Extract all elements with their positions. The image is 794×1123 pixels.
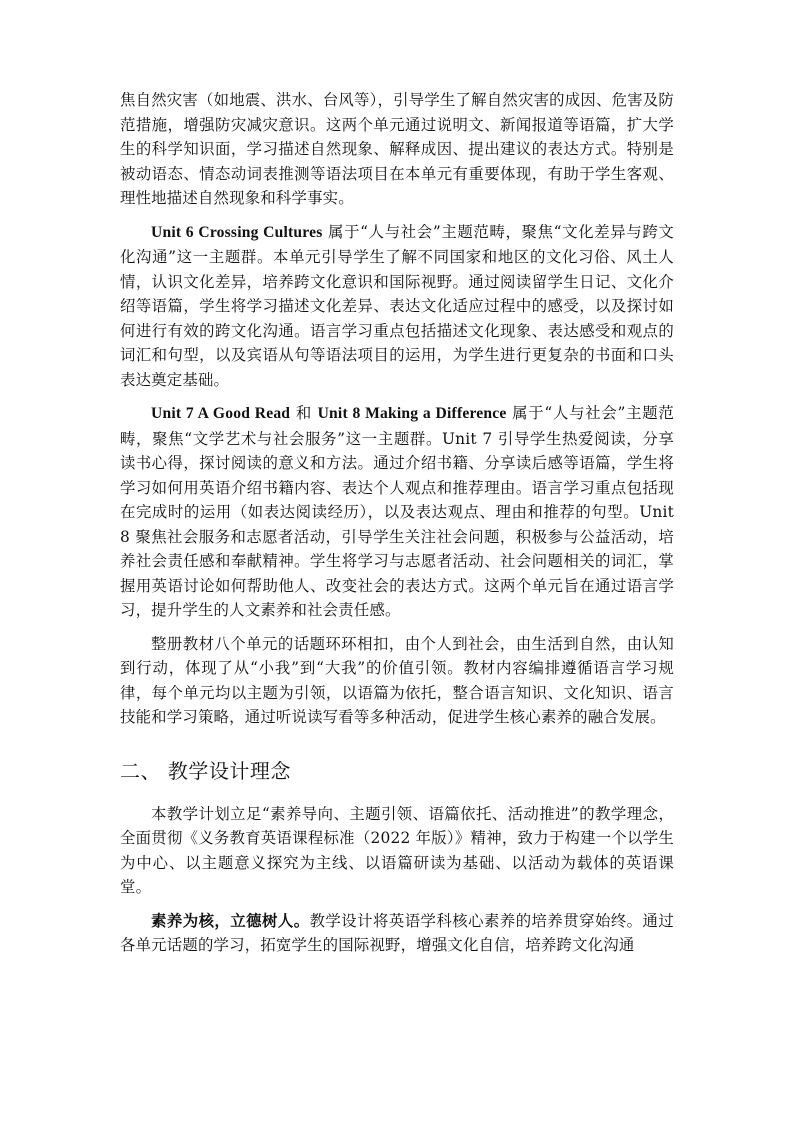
core-literacy-body: 教学设计将英语学科核心素养的培养贯穿始终。通过各单元话题的学习，拓宽学生的国际视野，增强文化自信，培养跨文化沟通: [120, 911, 674, 954]
unit-6-title: Unit 6 Crossing Cultures: [151, 223, 323, 241]
unit-6-body: 属于“人与社会”主题范畴，聚焦“文化差异与跨文化沟通”这一主题群。本单元引导学生了解不同国家和地区的文化习俗、风土人情，认识文化差异，培养跨文化意识和国际视野。通过阅读留学生日记、文化介绍等语篇，学生将学习描述文化差异、表达文化适应过程中的感受，以及探讨如何进行有效的跨文化沟通。语言学习重点包括描述文化现象、表达感受和观点的词汇和句型，以及宾语从句等语法项目的运用，为学生进行更复杂的书面和口头表达奠定基础。: [120, 222, 674, 389]
paragraph-unit-6: [120, 220, 674, 393]
document-page: [120, 88, 674, 967]
paragraph-unit-7-8: [120, 401, 674, 623]
unit-7-8-body: 属于“人与社会”主题范畴，聚焦“文学艺术与社会服务”这一主题群。Unit 7 引导学生热爱阅读，分享读书心得，探讨阅读的意义和方法。通过介绍书籍、分享读后感等语篇，学生将学习如何用英语介绍书籍内容、表达个人观点和推荐理由。语言学习重点包括现在完成时的运用（如表达阅读经历），以及表达观点、理由和推荐的句型。Unit 8 聚焦社会服务和志愿者活动，引导学生关注社会问题，积极参与公益活动，培养社会责任感和奉献精神。学生将学习与志愿者活动、社会问题相关的词汇，掌握用英语讨论如何帮助他人、改变社会的表达方式。这两个单元旨在通过语言学习，提升学生的人文素养和社会责任感。: [120, 404, 674, 619]
paragraph-summary: 整册教材八个单元的话题环环相扣，由个人到社会，由生活到自然，由认知到行动，体现了从“小我”到“大我”的价值引领。教材内容编排遵循语言学习规律，每个单元均以主题为引领，以语篇为依托，整合语言知识、文化知识、语言技能和学习策略，通过听说读写看等多种活动，促进学生核心素养的融合发展。: [120, 634, 674, 726]
section-heading: 二、 教学设计理念: [120, 758, 291, 783]
core-literacy-lead: 素养为核，立德树人。: [151, 911, 310, 930]
paragraph-teaching-concept: 本教学计划立足“素养导向、主题引领、语篇依托、活动推进”的教学理念，全面贯彻《义务教育英语课程标准（2022 年版）》精神，致力于构建一个以学生为中心、以主题意义探究为主线、以语篇研读为基础、以活动为载体的英语课堂。: [120, 804, 674, 896]
unit-7-8-conjunction: 和: [290, 404, 318, 422]
paragraph-core-literacy: [120, 909, 674, 958]
unit-8-title: Unit 8 Making a Difference: [317, 405, 507, 422]
paragraph-natural-disasters: 焦自然灾害（如地震、洪水、台风等），引导学生了解自然灾害的成因、危害及防范措施，增强防灾减灾意识。这两个单元通过说明文、新闻报道等语篇，扩大学生的科学知识面，学习描述自然现象、解释成因、提出建议的表达方式。特别是被动语态、情态动词表推测等语法项目在本单元有重要体现，有助于学生客观、理性地描述自然现象和科学事实。: [120, 91, 674, 207]
unit-7-title: Unit 7 A Good Read: [151, 405, 291, 422]
